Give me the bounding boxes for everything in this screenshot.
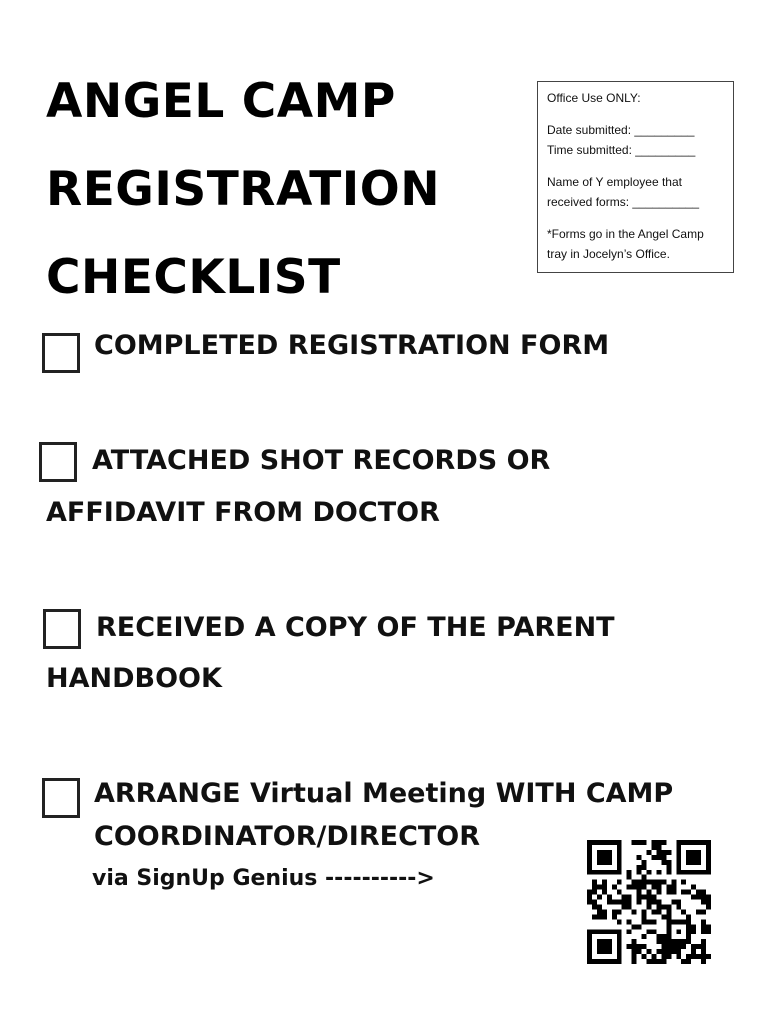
date-submitted-field: Date submitted: _________ — [547, 123, 695, 137]
forms-note-line-1: *Forms go in the Angel Camp — [547, 227, 704, 241]
item-label-continued: COORDINATOR/DIRECTOR — [94, 821, 481, 852]
checkbox-registration-form[interactable] — [42, 333, 80, 373]
title-line-2: REGISTRATION — [46, 162, 441, 217]
item-label-continued: HANDBOOK — [46, 663, 222, 694]
office-use-box — [537, 81, 734, 273]
time-submitted-field: Time submitted: _________ — [547, 143, 696, 157]
office-use-heading: Office Use ONLY: — [547, 91, 641, 105]
item-label: RECEIVED A COPY OF THE PARENT — [96, 612, 615, 643]
forms-note-line-2: tray in Jocelyn’s Office. — [547, 247, 670, 261]
checkbox-virtual-meeting[interactable] — [42, 778, 80, 818]
item-label: COMPLETED REGISTRATION FORM — [94, 330, 610, 361]
title-line-3: CHECKLIST — [46, 250, 341, 305]
item-label: ARRANGE Virtual Meeting WITH CAMP — [94, 778, 674, 809]
title-line-1: ANGEL CAMP — [46, 74, 396, 129]
qr-code-icon[interactable] — [587, 840, 711, 964]
checkbox-parent-handbook[interactable] — [43, 609, 81, 649]
item-label: ATTACHED SHOT RECORDS OR — [92, 445, 551, 476]
received-forms-field: received forms: __________ — [547, 195, 700, 209]
item-label-continued: AFFIDAVIT FROM DOCTOR — [46, 497, 440, 528]
checkbox-shot-records[interactable] — [39, 442, 77, 482]
page-title — [46, 58, 440, 322]
employee-name-label: Name of Y employee that — [547, 175, 682, 189]
signup-genius-note: via SignUp Genius ----------> — [92, 866, 435, 891]
